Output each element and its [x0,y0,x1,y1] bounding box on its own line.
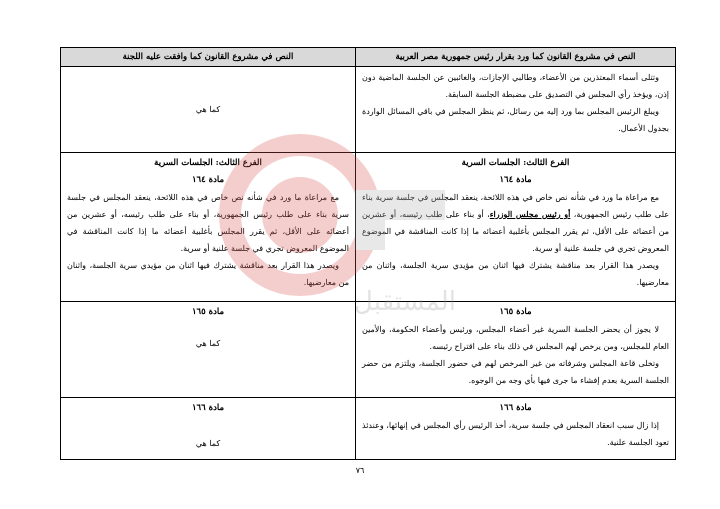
article-title: مادة ١٦٥ [499,307,532,317]
section-title: الفرع الثالث: الجلسات السرية [461,158,570,168]
as-is-text: كما هي [195,105,221,114]
table-row [61,67,676,153]
paragraph-part: ، أو بناء على طلب رئيسه، أو عشرين من أعضائه على الأقل، ثم يقرر المجلس بأغلبية أعضائه ما إذا كانت المناقشة في الموضوع المعروض تجري في جلسة علنية أو سرية. [362,210,669,253]
page-number: ٧٦ [355,466,365,475]
paragraph: مع مراعاة ما ورد في شأنه نص خاص في هذه اللائحة، ينعقد المجلس في جلسة سرية بناء على طلب رئيس الجمهورية، أو بناء على طلب رئيسه، أو عشرين من أعضائه على الأقل، ثم يقرر المجلس بأغلبية أعضائه ما إذا كانت المناقشة في الموضوع المعروض تجري في جلسة علنية أو سرية. [67,193,349,253]
original-text-cell [356,67,676,153]
table-row [61,302,676,398]
article-title: مادة ١٦٤ [191,175,225,185]
paragraph: إذا زال سبب انعقاد المجلس في جلسة سرية، أخذ الرئيس رأي المجلس في إنهائها، وعندئذ تعود الجلسة علنية. [362,421,669,447]
section-title: الفرع الثالث: الجلسات السرية [154,158,262,168]
paragraph-part: مع مراعاة ما ورد في شأنه نص خاص في هذه اللائحة، ينعقد المجلس في جلسة سرية بناء على طلب رئيس الجمهورية، [362,193,669,219]
original-text-cell [356,302,676,398]
amended-phrase: أو رئيس مجلس الوزراء [489,209,571,219]
original-text-cell [356,398,676,460]
paragraph: وتخلى قاعة المجلس وشرفاته من غير المرخص لهم في حضور الجلسة، ويلتزم من حضر الجلسة السرية بعدم إفشاء ما جرى فيها بأي وجه من الوجوه. [362,359,669,385]
committee-text-cell [61,153,356,302]
paragraph: وتتلى أسماء المعتذرين من الأعضاء، وطالبي الإجازات، والغائبين عن الجلسة الماضية دون إذن، ويؤخذ رأي المجلس في التصديق على مضبطة الجلسة السابقة. [362,73,669,99]
article-title: مادة ١٦٥ [191,307,225,317]
article-title: مادة ١٦٦ [499,403,532,413]
header-original-text: النص في مشروع القانون كما ورد بقرار رئيس جمهورية مصر العربية [356,48,676,67]
article-title: مادة ١٦٤ [499,175,532,185]
table-row [61,398,676,460]
as-is-text: كما هي [195,339,221,348]
paragraph: لا يجوز أن يحضر الجلسة السرية غير أعضاء المجلس، ورئيس وأعضاء الحكومة، والأمين العام للمجلس، ومن يرخص لهم المجلس في ذلك بناء على اقتراح رئيسه. [362,325,669,351]
committee-text-cell [61,398,356,460]
paragraph: ويصدر هذا القرار بعد مناقشة يشترك فيها اثنان من مؤيدي سرية الجلسة، واثنان من معارضيها. [362,261,669,287]
table-row [61,153,676,302]
committee-text-cell [61,67,356,153]
as-is-text: كما هي [195,439,221,448]
committee-text-cell [61,302,356,398]
original-text-cell [356,153,676,302]
header-committee-text: النص في مشروع القانون كما وافقت عليه اللجنة [61,48,356,67]
table-header-row [61,48,676,67]
paragraph: ويبلغ الرئيس المجلس بما ورد إليه من رسائل، ثم ينظر المجلس في باقي المسائل الواردة بجدول الأعمال. [362,107,669,133]
paragraph [362,189,669,257]
comparison-table [60,47,676,460]
watermark-text: المستقبل [354,287,456,317]
article-title: مادة ١٦٦ [191,403,225,413]
paragraph: ويصدر هذا القرار بعد مناقشة يشترك فيها اثنان من مؤيدي سرية الجلسة، واثنان من معارضيها. [67,261,349,287]
